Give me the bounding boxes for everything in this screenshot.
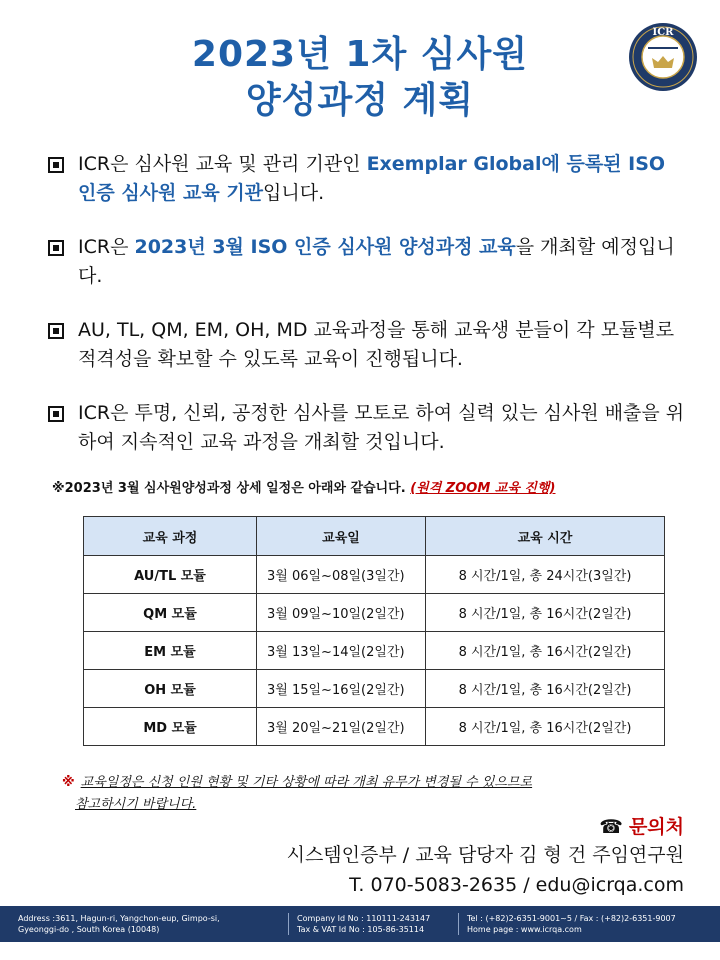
icr-logo xyxy=(628,22,698,92)
phone-icon: ☎ xyxy=(599,816,623,838)
header-time: 교육 시간 xyxy=(426,517,665,556)
table-row xyxy=(84,708,665,746)
footer-bar xyxy=(0,906,720,942)
footer-company-ids: Company Id No : 110111-243147 Tax & VAT Id No : 105-86-35114 xyxy=(288,913,458,935)
contact-phone-email: T. 070-5083-2635 / edu@icrqa.com xyxy=(349,874,684,896)
contact-info xyxy=(287,814,684,900)
cell-module: AU/TL 모듈 xyxy=(84,556,257,594)
bullet-item-4: ICR은 투명, 신뢰, 공정한 심사를 모토로 하여 실력 있는 심사원 배출을 위하여 지속적인 교육 과정을 개최할 것입니다. xyxy=(48,399,688,457)
header-date: 교육일 xyxy=(257,517,426,556)
table-row xyxy=(84,632,665,670)
cell-module: OH 모듈 xyxy=(84,670,257,708)
cell-date: 3월 15일~16일(2일간) xyxy=(257,670,426,708)
page-title xyxy=(0,32,720,124)
bullet-item-2: ICR은 2023년 3월 ISO 인증 심사원 양성과정 교육을 개최할 예정입니다. xyxy=(48,233,688,291)
contact-person: 시스템인증부 / 교육 담당자 김 형 건 주임연구원 xyxy=(286,844,684,866)
online-note: (원격 ZOOM 교육 진행) xyxy=(410,481,556,496)
square-bullet-icon xyxy=(48,157,64,173)
title-line-1: 2023년 1차 심사원 xyxy=(191,34,529,75)
cell-date: 3월 09일~10일(2일간) xyxy=(257,594,426,632)
table-row xyxy=(84,556,665,594)
cell-date: 3월 20일~21일(2일간) xyxy=(257,708,426,746)
bullet-list xyxy=(48,150,688,482)
square-bullet-icon xyxy=(48,323,64,339)
header-course: 교육 과정 xyxy=(84,517,257,556)
cell-date: 3월 06일~08일(3일간) xyxy=(257,556,426,594)
bullet-item-3: AU, TL, QM, EM, OH, MD 교육과정을 통해 교육생 분들이 각 모듈별로 적격성을 확보할 수 있도록 교육이 진행됩니다. xyxy=(48,316,688,374)
cell-module: MD 모듈 xyxy=(84,708,257,746)
cell-date: 3월 13일~14일(2일간) xyxy=(257,632,426,670)
cell-time: 8 시간/1일, 총 24시간(3일간) xyxy=(426,556,665,594)
schedule-table xyxy=(83,516,665,746)
cell-time: 8 시간/1일, 총 16시간(2일간) xyxy=(426,670,665,708)
reference-mark-icon: ※ xyxy=(62,775,75,790)
table-row xyxy=(84,670,665,708)
square-bullet-icon xyxy=(48,240,64,256)
bullet-item-1: ICR은 심사원 교육 및 관리 기관인 Exemplar Global에 등록된 ISO 인증 심사원 교육 기관입니다. xyxy=(48,150,688,208)
schedule-change-warning: ※ 교육일정은 신청 인원 현황 및 기타 상황에 따라 개최 유무가 변경될 수 있으므로 참고하시기 바랍니다. xyxy=(62,775,533,812)
logo-letters: ICR xyxy=(652,27,674,38)
contact-heading: ☎ 문의처 xyxy=(599,816,684,838)
cell-module: EM 모듈 xyxy=(84,632,257,670)
table-header-row xyxy=(84,517,665,556)
cell-time: 8 시간/1일, 총 16시간(2일간) xyxy=(426,632,665,670)
title-line-2: 양성과정 계획 xyxy=(245,80,475,121)
footer-contact: Tel : (+82)2-6351-9001~5 / Fax : (+82)2-6351-9007 Home page : www.icrqa.com xyxy=(458,913,720,935)
table-row xyxy=(84,594,665,632)
cell-module: QM 모듈 xyxy=(84,594,257,632)
schedule-note: ※2023년 3월 심사원양성과정 상세 일정은 아래와 같습니다. (원격 ZOOM 교육 진행) xyxy=(52,481,556,496)
footer-address: Address :3611, Hagun-ri, Yangchon-eup, Gimpo-si, Gyeonggi-do , South Korea (10048) xyxy=(18,914,220,934)
cell-time: 8 시간/1일, 총 16시간(2일간) xyxy=(426,708,665,746)
homepage-link[interactable]: Home page : www.icrqa.com xyxy=(467,925,582,934)
square-bullet-icon xyxy=(48,406,64,422)
cell-time: 8 시간/1일, 총 16시간(2일간) xyxy=(426,594,665,632)
